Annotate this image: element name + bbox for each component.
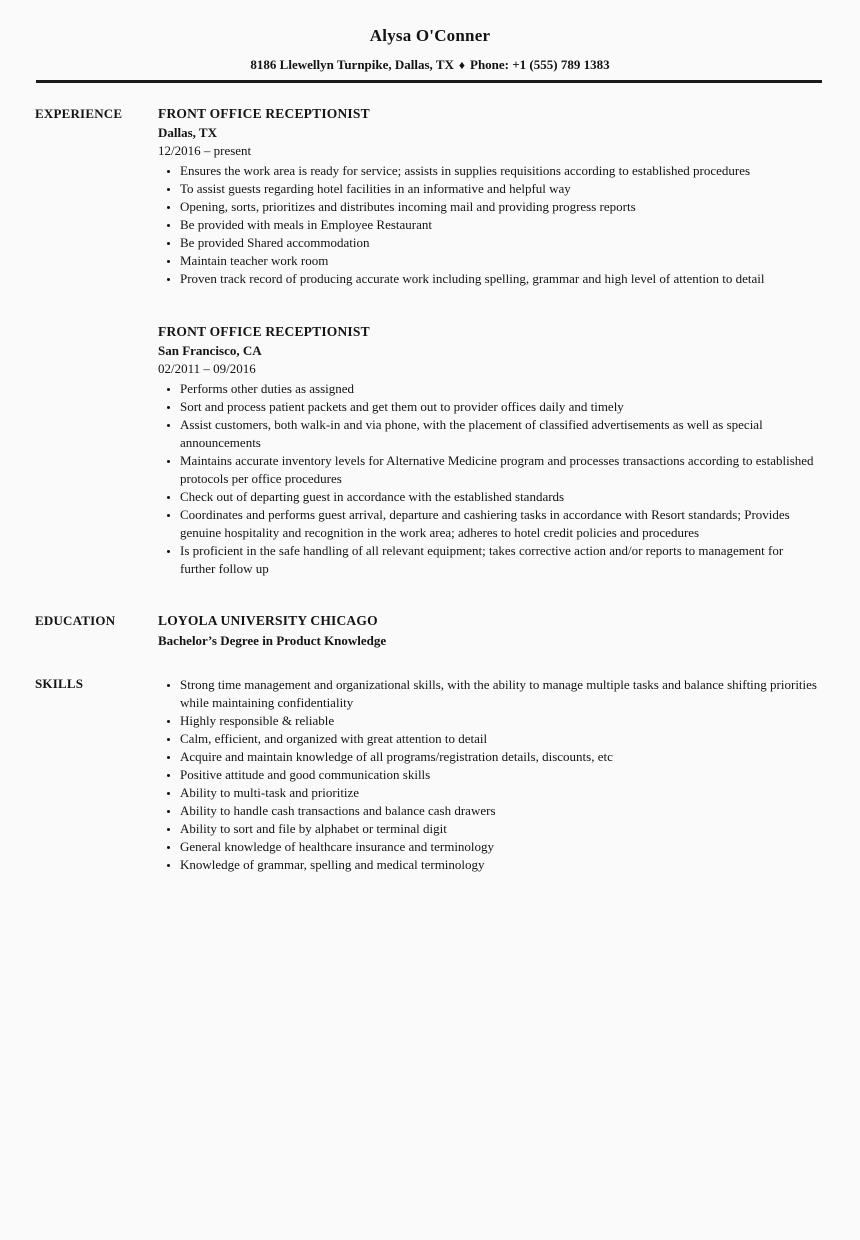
job-entry <box>158 322 820 578</box>
contact-line <box>0 57 860 73</box>
job-bullet: • Ensures the work area is ready for service; assists in supplies requisitions according to established procedures <box>180 162 820 180</box>
job-bullet: • Be provided Shared accommodation <box>180 234 820 252</box>
skill-bullet: • Ability to handle cash transactions and balance cash drawers <box>180 802 820 820</box>
contact-address: 8186 Llewellyn Turnpike, Dallas, TX <box>250 57 454 72</box>
job-bullet-list <box>158 380 820 578</box>
job-bullet: • Coordinates and performs guest arrival, departure and cashiering tasks in accordance with Resort standards; Provides genuine hospitality and recognition in the work area; adheres to hotel credit policies and procedures <box>180 506 820 542</box>
job-bullet: • Opening, sorts, prioritizes and distributes incoming mail and providing progress reports <box>180 198 820 216</box>
skill-bullet: • Highly responsible & reliable <box>180 712 820 730</box>
skills-label: SKILLS <box>35 676 84 691</box>
resume-header <box>0 0 860 83</box>
job-entry <box>158 104 820 288</box>
job-location: San Francisco, CA <box>158 343 262 358</box>
experience-content <box>158 104 820 578</box>
skill-bullet: • Ability to sort and file by alphabet or terminal digit <box>180 820 820 838</box>
job-bullet: • Assist customers, both walk-in and via phone, with the placement of classified advertisements as well as special announcements <box>180 416 820 452</box>
skill-bullet: • Calm, efficient, and organized with great attention to detail <box>180 730 820 748</box>
skill-bullet: • Knowledge of grammar, spelling and medical terminology <box>180 856 820 874</box>
skill-bullet: • Acquire and maintain knowledge of all programs/registration details, discounts, etc <box>180 748 820 766</box>
skill-bullet: • General knowledge of healthcare insurance and terminology <box>180 838 820 856</box>
job-bullet: • To assist guests regarding hotel facilities in an informative and helpful way <box>180 180 820 198</box>
education-degree: Bachelor’s Degree in Product Knowledge <box>158 633 387 648</box>
education-school: LOYOLA UNIVERSITY CHICAGO <box>158 613 378 628</box>
diamond-icon: ♦ <box>458 58 466 72</box>
candidate-name: Alysa O'Conner <box>369 26 491 45</box>
skills-bullet-list <box>158 676 820 874</box>
section-experience <box>0 104 860 578</box>
education-content <box>158 611 820 651</box>
skill-bullet: • Ability to multi-task and prioritize <box>180 784 820 802</box>
job-dates: 02/2011 – 09/2016 <box>158 361 256 376</box>
job-bullet: • Proven track record of producing accurate work including spelling, grammar and high level of attention to detail <box>180 270 820 288</box>
job-bullet: • Check out of departing guest in accordance with the established standards <box>180 488 820 506</box>
skill-bullet: • Positive attitude and good communication skills <box>180 766 820 784</box>
education-label: EDUCATION <box>35 613 116 628</box>
job-location: Dallas, TX <box>158 125 217 140</box>
job-bullet-list <box>158 162 820 288</box>
job-bullet: • Performs other duties as assigned <box>180 380 820 398</box>
section-education <box>0 611 860 651</box>
job-bullet: • Is proficient in the safe handling of all relevant equipment; takes corrective action and/or reports to management for further follow up <box>180 542 820 578</box>
header-divider <box>36 80 822 83</box>
job-bullet: • Maintain teacher work room <box>180 252 820 270</box>
skill-bullet: • Strong time management and organizational skills, with the ability to manage multiple tasks and balance shifting priorities while maintaining confidentiality <box>180 676 820 712</box>
experience-label: EXPERIENCE <box>35 106 123 121</box>
section-skills <box>0 674 860 874</box>
job-bullet: • Be provided with meals in Employee Restaurant <box>180 216 820 234</box>
contact-phone: Phone: +1 (555) 789 1383 <box>470 57 610 72</box>
job-title: FRONT OFFICE RECEPTIONIST <box>158 324 370 339</box>
job-title: FRONT OFFICE RECEPTIONIST <box>158 106 370 121</box>
job-dates: 12/2016 – present <box>158 143 252 158</box>
job-bullet: • Maintains accurate inventory levels for Alternative Medicine program and processes transactions according to established protocols per office procedures <box>180 452 820 488</box>
skills-content <box>158 674 820 874</box>
job-bullet: • Sort and process patient packets and get them out to provider offices daily and timely <box>180 398 820 416</box>
